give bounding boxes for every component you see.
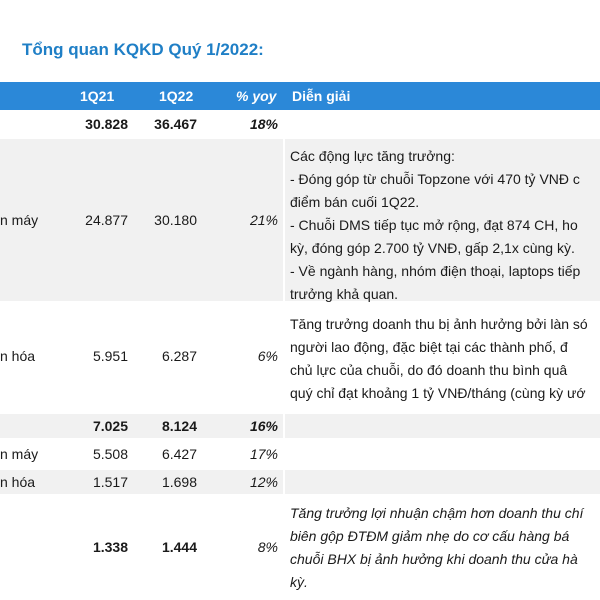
cell-1q21: 7.025: [92, 418, 128, 434]
description-line: Tăng trưởng lợi nhuận chậm hơn doanh thu chí: [290, 505, 584, 521]
cell-pct-yoy: 12%: [249, 474, 278, 490]
description-line: Các động lực tăng trưởng:: [290, 148, 455, 164]
cell-pct-yoy: 21%: [249, 212, 278, 228]
description-line: trưởng khả quan.: [290, 286, 399, 302]
description-line: chủ lực của chuỗi, do đó doanh thu bình quâ: [290, 362, 568, 378]
description-line: - Chuỗi DMS tiếp tục mở rộng, đạt 874 CH, ho: [290, 217, 578, 233]
row-description: [290, 145, 580, 306]
cell-label: n hóa: [0, 348, 36, 364]
cell-pct-yoy: 8%: [257, 539, 278, 555]
description-line: - Đóng góp từ chuỗi Topzone với 470 tỷ VNĐ c: [290, 171, 580, 187]
description-line: điểm bán cuối 1Q22.: [290, 194, 420, 210]
column-divider: [283, 414, 285, 438]
cell-1q21: 5.508: [92, 446, 128, 462]
description-line: kỳ, đóng góp 2.700 tỷ VNĐ, gấp 2,1x cùng kỳ.: [290, 240, 575, 256]
cell-1q22: 8.124: [161, 418, 197, 434]
cell-pct-yoy: 17%: [249, 446, 278, 462]
cell-1q21: 30.828: [85, 116, 128, 132]
row-description: [290, 502, 583, 594]
table-row: [0, 139, 600, 301]
cell-1q21: 24.877: [85, 212, 128, 228]
cell-1q22: 36.467: [154, 116, 197, 132]
header-1q22: 1Q22: [159, 88, 194, 104]
description-line: Tăng trưởng doanh thu bị ảnh hưởng bởi làn só: [290, 316, 588, 332]
cell-1q22: 1.444: [161, 539, 197, 555]
table-row: [0, 305, 600, 409]
cell-pct-yoy: 18%: [249, 116, 278, 132]
cell-pct-yoy: 6%: [257, 348, 278, 364]
table-row: [0, 498, 600, 598]
row-description: [290, 313, 588, 405]
description-line: quý chỉ đạt khoảng 1 tỷ VNĐ/tháng (cùng kỳ ướ: [290, 385, 586, 401]
description-line: người lao động, đặc biệt tại các thành phố, đ: [290, 339, 568, 355]
cell-label: n hóa: [0, 474, 36, 490]
description-line: kỳ.: [290, 574, 308, 590]
cell-1q21: 5.951: [92, 348, 128, 364]
cell-label: n máy: [0, 446, 39, 462]
table-row: [0, 112, 600, 136]
table-row: [0, 470, 600, 494]
column-divider: [283, 139, 285, 301]
cell-pct-yoy: 16%: [249, 418, 278, 434]
table-header: [0, 82, 600, 110]
cell-1q22: 6.427: [161, 446, 197, 462]
report-title: Tổng quan KQKD Quý 1/2022:: [22, 40, 264, 59]
header-pct-yoy: % yoy: [236, 88, 277, 104]
column-divider: [283, 470, 285, 494]
table-row: [0, 442, 600, 466]
description-line: chuỗi BHX bị ảnh hưởng khi doanh thu cửa hà: [290, 551, 578, 567]
cell-1q22: 6.287: [161, 348, 197, 364]
description-line: - Về ngành hàng, nhóm điện thoại, laptops tiếp: [290, 263, 581, 279]
cell-1q21: 1.338: [92, 539, 128, 555]
table-row: [0, 414, 600, 438]
cell-label: n máy: [0, 212, 39, 228]
header-1q21: 1Q21: [80, 88, 115, 104]
cell-1q21: 1.517: [92, 474, 128, 490]
header-description: Diễn giải: [292, 88, 351, 104]
description-line: biên gộp ĐTĐM giảm nhẹ do cơ cấu hàng bá: [290, 528, 570, 544]
cell-1q22: 1.698: [161, 474, 197, 490]
cell-1q22: 30.180: [154, 212, 197, 228]
